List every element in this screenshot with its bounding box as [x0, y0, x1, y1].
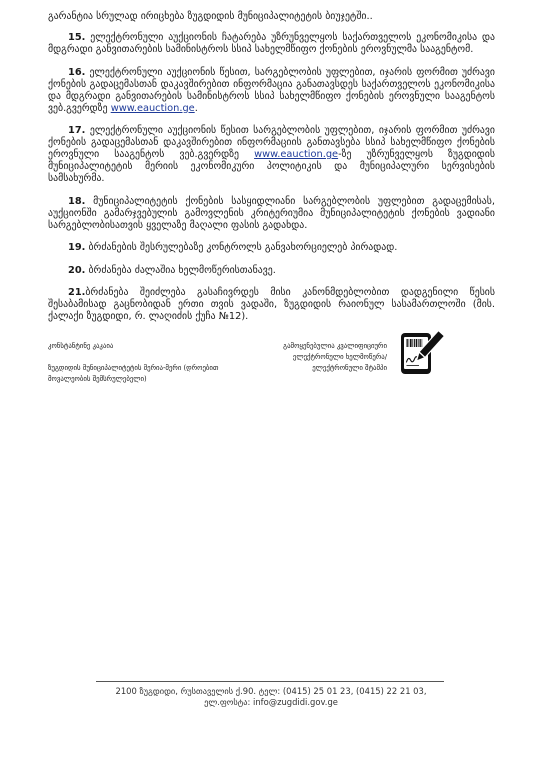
- clause-text: ელექტრონული აუქციონის წესით, სარგებლობის უფლებით, იჯარის ფორმით უძრავი ქონების გადაცემასთან დაკავშირებით ინფორმაცია განათავსდეს საქართველოს ეკონომიკისა და მდგრადი განვითარების სამინისტროს სსიპ სახელმწიფო ქონების ეროვნული სააგენტოს ვებ.გვერდზე: [48, 66, 495, 114]
- clause-number: 21.: [68, 287, 86, 298]
- clause-text: ბრძანება შეიძლება გასაჩივრდეს მისი კანონმდებლობით დადგენილი წესის შესაბამისად გაცნობიდან ერთი თვის ვადაში, ზუგდიდის რაიონულ სასამართლოში (მის. ქალაქი ზუგდიდი, რ. ლაღიძის ქუჩა №12).: [48, 287, 495, 322]
- clause-17: [48, 125, 495, 185]
- footer-phone-label: ტელ:: [258, 686, 281, 696]
- clause-number: 18.: [68, 195, 86, 207]
- footer: [0, 686, 542, 708]
- clause-number: 19.: [68, 242, 86, 253]
- e-signature-note-line: ელექტრონული შტამპი: [312, 364, 387, 372]
- clause-18: [48, 196, 495, 232]
- e-signature-icon: [398, 328, 446, 376]
- footer-email-line: [0, 697, 542, 708]
- barcode: [407, 339, 423, 347]
- clause-text: ბრძანება ძალაშია ხელმოწერისთანავე.: [88, 264, 276, 276]
- eauction-link[interactable]: www.eauction.ge: [254, 149, 339, 160]
- clause-text-end: .: [194, 102, 198, 114]
- e-signature-note-line: ელექტრონული ხელმოწერა/: [292, 353, 387, 361]
- eauction-link[interactable]: www.eauction.ge: [110, 102, 195, 114]
- signer-title: [48, 363, 218, 385]
- footer-phones: (0415) 25 01 23, (0415) 22 21 03,: [282, 686, 427, 696]
- clause-21: [48, 287, 495, 323]
- clause-text: მუნიციპალიტეტის ქონების სასყიდლიანი სარგებლობის უფლებით გადაცემისას, აუქციონში გამარჯვებულის გამოვლენის კრიტერიუმია მუნიციპალიტეტის ქონების ვადიანი სარგებლობისათვის ყველაზე მაღალი ფასის გადახდა.: [48, 195, 495, 231]
- clause-19: [48, 242, 495, 254]
- clause-text: ბრძანების შესრულებაზე კონტროლს განვახორციელებ პირადად.: [88, 242, 398, 253]
- signer-name: კონსტანტინე კაკაია: [48, 342, 114, 350]
- signature-block: [48, 341, 495, 391]
- e-signature-note-line: გამოყენებულია კვალიფიციური: [283, 342, 387, 350]
- clause-number: 16.: [68, 66, 86, 78]
- clause-number: 20.: [68, 264, 86, 276]
- intro-text: გარანტია სრულად ირიცხება ზუგდიდის მუნიციპალიტეტის ბიუჯეტში..: [48, 11, 373, 22]
- document-body: [48, 11, 495, 391]
- clause-text: ელექტრონული აუქციონის წესით სარგებლობის უფლებით, იჯარის ფორმით უძრავი ქონების გადაცემასთან დაკავშირებით ინფორმაციის განთავსება სსიპ სახელმწიფო ქონების ეროვნული სააგენტოს ვებ.გვერდზე: [48, 125, 495, 160]
- signer-title-line: მოვალეობის შემსრულებელი): [48, 375, 147, 383]
- clause-number: 17.: [68, 125, 86, 136]
- footer-divider: [96, 681, 444, 682]
- clause-15: [48, 32, 495, 56]
- signer-title-line: ზუგდიდის მუნიციპალიტეტის მერია-მერი (დროებით: [48, 364, 219, 372]
- footer-address-line: [0, 686, 542, 697]
- clause-text: ელექტრონული აუქციონის ჩატარება უზრუნველყოს საქართველოს ეკონომიკისა და მდგრადი განვითარების სამინისტროს სსიპ სახელმწიფო ქონების ეროვნულმა სააგენტომ.: [48, 32, 495, 55]
- footer-address: 2100 ზუგდიდი, რუსთაველის ქ.90.: [115, 686, 257, 696]
- clause-text-end: -ზე უზრუნველყოს ზუგდიდის მუნიციპალიტეტის მერიის ეკონომიკური პოლიტიკის და მუნიციპალური სერვისების სამსახურმა.: [48, 149, 496, 184]
- clause-number: 15.: [68, 32, 86, 43]
- footer-email-label: ელ.ფოსტა:: [204, 697, 251, 707]
- clause-20: [48, 265, 495, 277]
- e-signature-note: [283, 341, 387, 374]
- clause-16: [48, 67, 495, 115]
- footer-email: info@zugdidi.gov.ge: [253, 697, 338, 707]
